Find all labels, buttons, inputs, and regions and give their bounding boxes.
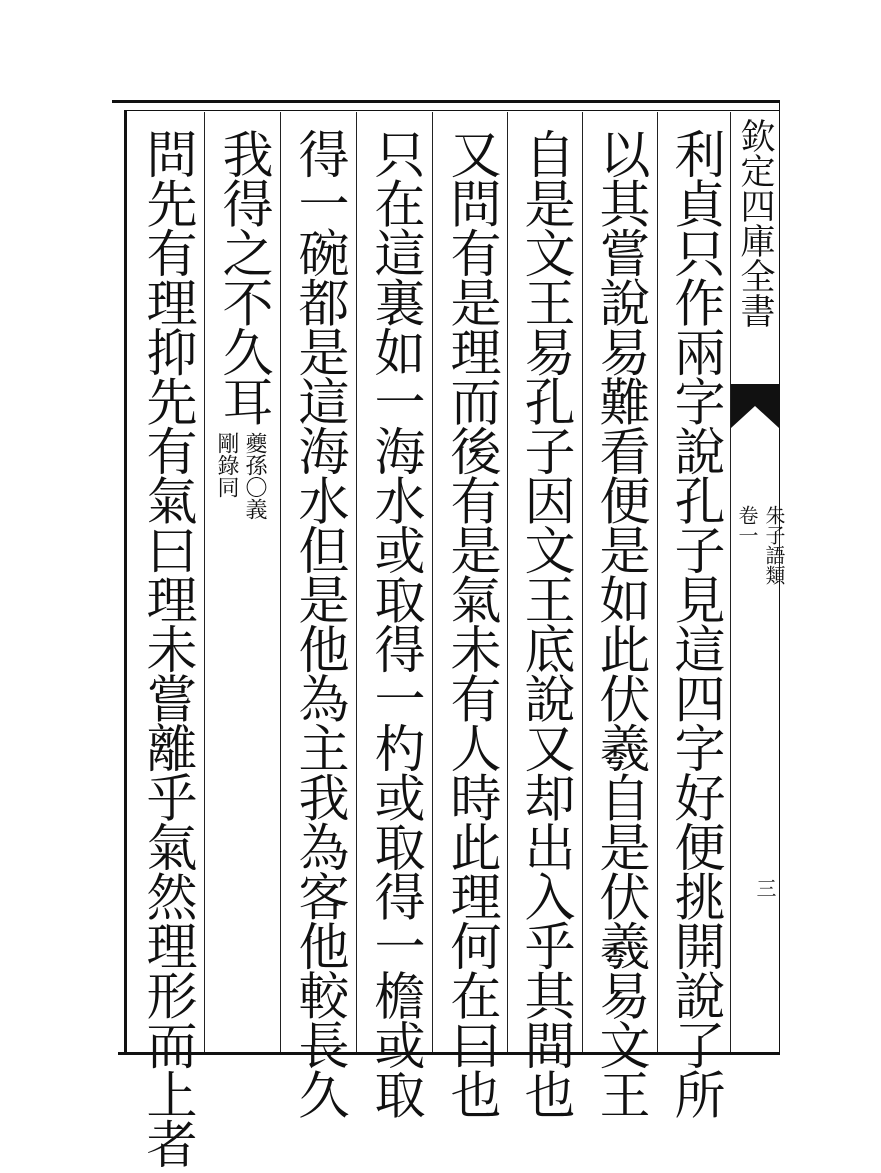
frame-left-border <box>124 110 127 1052</box>
text-column-1: 利貞只作兩字說孔子見這四字好便挑開說了所 <box>665 128 724 1118</box>
frame-top-inner-border <box>124 110 780 111</box>
annotation-line-2: 剛錄同 <box>214 432 239 498</box>
text-column-3: 自是文王易孔子因文王底說又却出入乎其間也 <box>515 128 574 1118</box>
frame-top-border <box>112 100 780 103</box>
column-rule <box>204 112 205 1052</box>
column-rule <box>356 112 357 1052</box>
column-rule <box>507 112 508 1052</box>
text-column-8: 問先有理抑先有氣曰理未嘗離乎氣然理形而上者 <box>137 128 196 1168</box>
library-title: 欽定四庫全書 <box>735 118 775 328</box>
annotation-line-1: 夔孫〇義 <box>242 432 267 520</box>
column-rule <box>280 112 281 1052</box>
column-rule <box>582 112 583 1052</box>
juan-number: 卷一 <box>735 505 759 545</box>
column-rule <box>657 112 658 1052</box>
text-column-4: 又問有是理而後有是氣未有人時此理何在曰也 <box>441 128 500 1118</box>
text-column-6: 得一碗都是這海水但是他為主我為客他較長久 <box>289 128 348 1118</box>
text-column-2: 以其嘗說易難看便是如此伏羲自是伏羲易文王 <box>590 128 649 1118</box>
column-rule <box>432 112 433 1052</box>
page-number: 三 <box>753 878 777 898</box>
text-column-7: 我得之不久耳 <box>213 128 272 425</box>
fish-tail-mark-icon <box>731 384 779 428</box>
book-title: 朱子語類 <box>762 505 786 585</box>
text-column-5: 只在這裏如一海水或取得一杓或取得一檐或取 <box>365 128 424 1118</box>
